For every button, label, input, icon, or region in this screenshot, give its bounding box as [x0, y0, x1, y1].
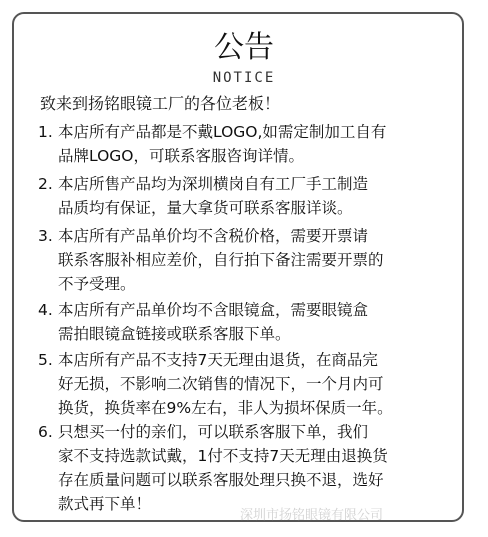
item-number: 2.: [38, 175, 53, 193]
notice-item-3: [38, 224, 458, 296]
watermark-text: 深圳市扬铭眼镜有限公司: [240, 508, 384, 523]
item-line: 款式再下单！: [58, 495, 152, 513]
item-line: 本店所有产品单价均不含税价格，需要开票请: [58, 227, 369, 245]
notice-subtitle: NOTICE: [212, 70, 276, 86]
notice-title: 公告: [214, 30, 274, 65]
notice-item-1: [38, 120, 458, 168]
item-line: 存在质量问题可以联系客服处理只换不退，选好: [58, 471, 384, 489]
notice-item-5: [38, 348, 458, 420]
item-line: 只想买一付的亲们，可以联系客服下单，我们: [58, 423, 369, 441]
item-line: 本店所有产品都是不戴LOGO,如需定制加工自有: [58, 123, 387, 141]
item-line: 本店所售产品均为深圳横岗自有工厂手工制造: [58, 175, 369, 193]
notice-item-2: [38, 172, 458, 220]
item-line: 本店所有产品单价均不含眼镜盒，需要眼镜盒: [58, 301, 369, 319]
item-number: 4.: [38, 301, 53, 319]
item-number: 3.: [38, 227, 53, 245]
item-line: 品牌LOGO，可联系客服咨询详情。: [58, 147, 304, 165]
item-line: 需拍眼镜盒链接或联系客服下单。: [58, 325, 291, 343]
item-number: 6.: [38, 423, 53, 441]
greeting-text: 致来到扬铭眼镜工厂的各位老板！: [40, 94, 281, 113]
item-line: 不予受理。: [58, 275, 136, 293]
notice-item-4: [38, 298, 458, 346]
item-number: 1.: [38, 123, 53, 141]
item-line: 好无损，不影响二次销售的情况下，一个月内可: [58, 375, 384, 393]
item-line: 联系客服补相应差价，自行拍下备注需要开票的: [58, 251, 384, 269]
item-number: 5.: [38, 351, 53, 369]
item-line: 本店所有产品不支持7天无理由退货，在商品完: [58, 351, 378, 369]
item-line: 换货，换货率在9%左右，非人为损坏保质一年。: [58, 399, 393, 417]
item-line: 家不支持选款试戴，1付不支持7天无理由退换货: [58, 447, 388, 465]
item-line: 品质均有保证，量大拿货可联系客服详谈。: [58, 199, 353, 217]
notice-item-6: [38, 420, 458, 516]
